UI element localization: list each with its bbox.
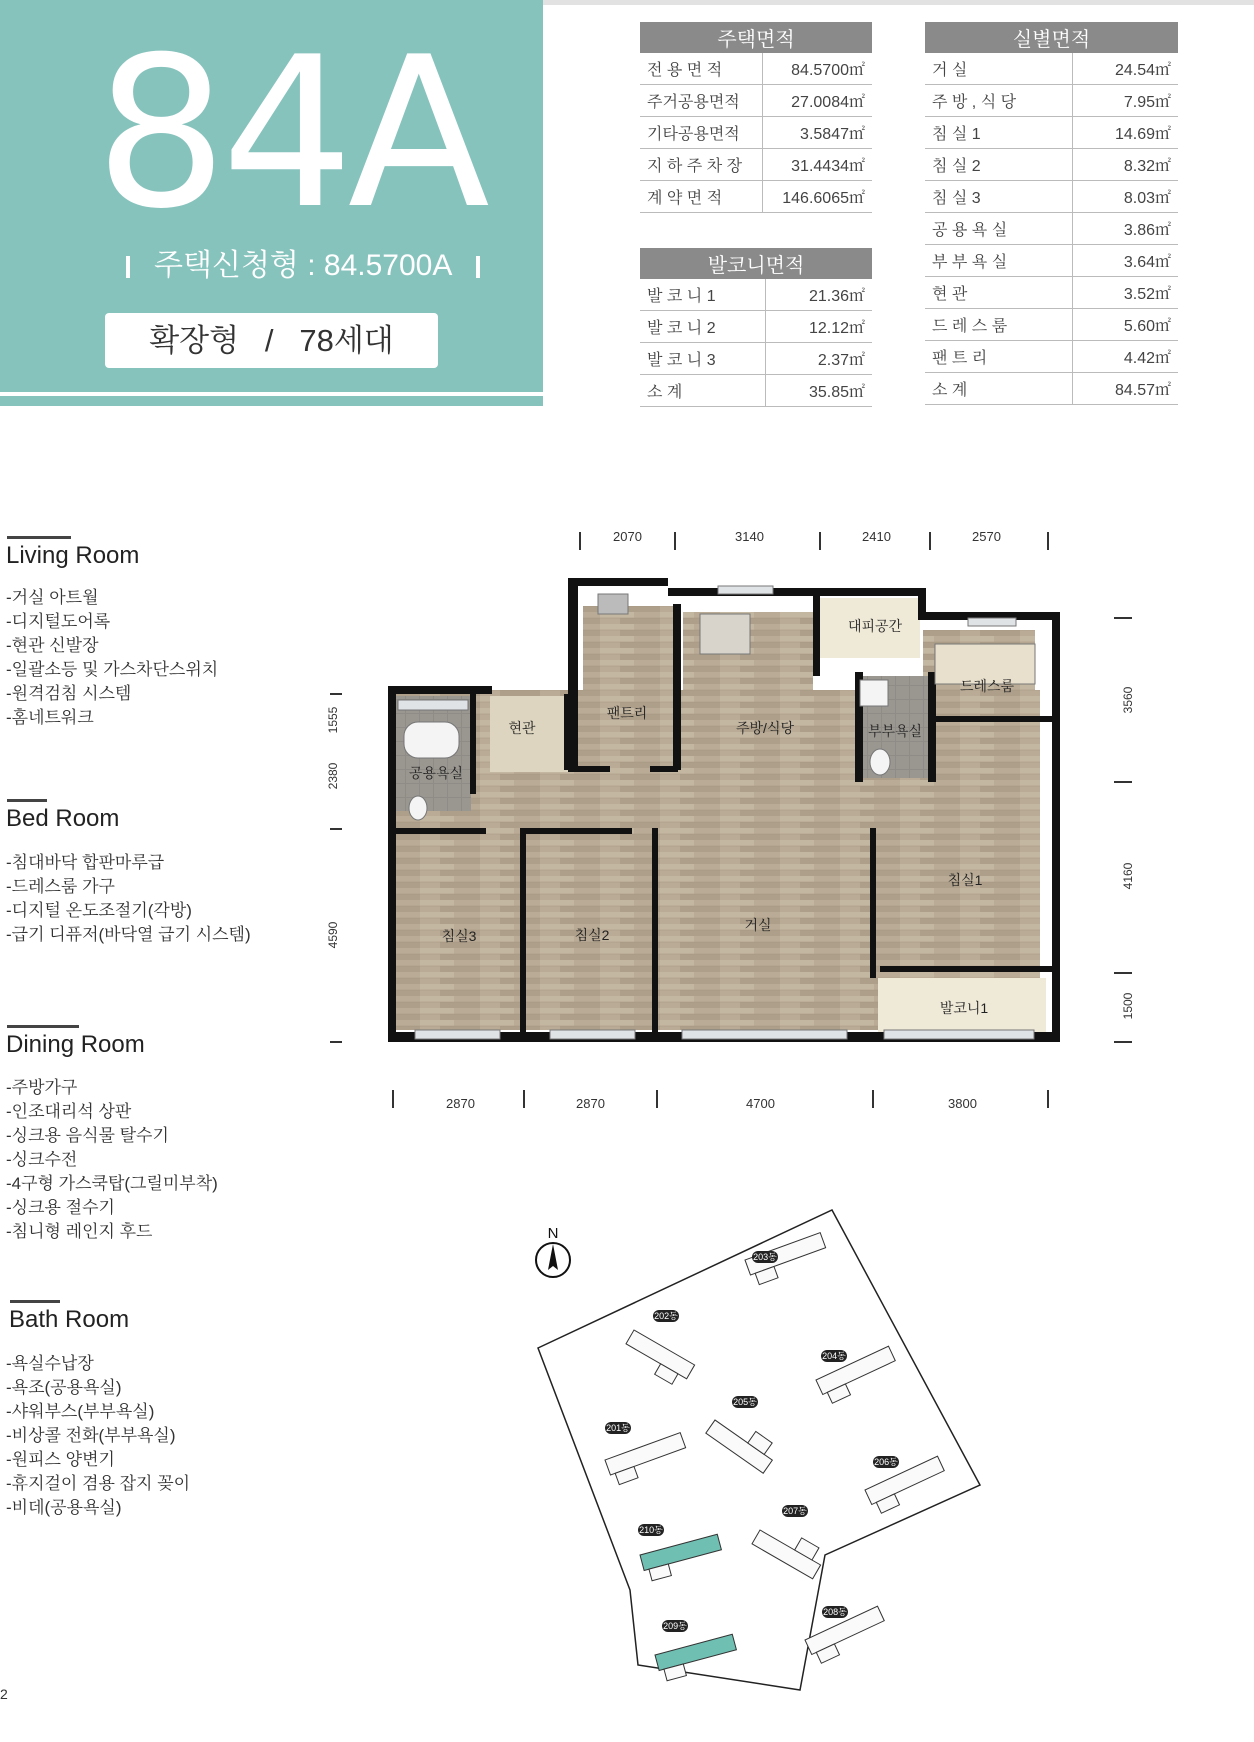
toilet-icon — [409, 796, 427, 820]
area-label: 소 계 — [640, 375, 765, 407]
area-value: 35.85㎡ — [765, 375, 872, 407]
dim-left-1: 1555 — [326, 706, 340, 734]
area-value: 3.52㎡ — [1072, 277, 1178, 309]
building-tag: 209동 — [663, 1621, 687, 1631]
list-item: -침니형 레인지 후드 — [6, 1222, 153, 1241]
room-label-bed3: 침실3 — [441, 928, 477, 944]
area-value: 5.60㎡ — [1072, 309, 1178, 341]
list-item: -급기 디퓨저(바닥열 급기 시스템) — [6, 925, 251, 944]
list-item: -비상콜 전화(부부욕실) — [6, 1426, 176, 1445]
dimensions-right — [1114, 618, 1135, 1042]
area-value: 4.42㎡ — [1072, 341, 1178, 373]
housing-area-title: 주택면적 — [640, 22, 872, 53]
dim-bottom-2: 2870 — [576, 1096, 605, 1111]
room-label-balcony: 발코니1 — [939, 1000, 989, 1016]
dimensions-left — [326, 694, 342, 1042]
area-label: 전 용 면 적 — [640, 53, 763, 85]
area-label: 지 하 주 차 장 — [640, 149, 763, 181]
list-item: -인조대리석 상판 — [6, 1102, 132, 1121]
area-label: 침 실 3 — [925, 181, 1072, 213]
dim-top-1: 2070 — [613, 529, 642, 544]
balcony-area-title: 발코니면적 — [640, 248, 872, 279]
area-label: 현 관 — [925, 277, 1072, 309]
kitchen-counter-icon — [700, 614, 750, 654]
compass — [536, 1225, 570, 1277]
room-label-dressroom: 드레스룸 — [959, 678, 1015, 694]
site-map — [536, 1210, 980, 1690]
list-item: -거실 아트월 — [6, 588, 99, 607]
area-label: 주 방 , 식 당 — [925, 85, 1072, 117]
building-tag: 205동 — [733, 1397, 757, 1407]
list-item: -원피스 양변기 — [6, 1450, 115, 1469]
dim-bottom-1: 2870 — [446, 1096, 475, 1111]
list-item: -현관 신발장 — [6, 636, 99, 655]
area-label: 침 실 2 — [925, 149, 1072, 181]
list-item: -원격검침 시스템 — [6, 684, 132, 703]
area-value: 8.03㎡ — [1072, 181, 1178, 213]
dim-left-3: 4590 — [326, 921, 340, 949]
room-label-living: 거실 — [744, 917, 772, 933]
room-label-bed2: 침실2 — [574, 927, 610, 943]
list-item: -비데(공용욕실) — [6, 1498, 122, 1517]
area-value: 146.6065㎡ — [763, 181, 872, 213]
list-item: -샤워부스(부부욕실) — [6, 1402, 155, 1421]
dim-top-3: 2410 — [862, 529, 891, 544]
area-value: 2.37㎡ — [765, 343, 872, 375]
list-item: -욕조(공용욕실) — [6, 1378, 122, 1397]
list-item: -디지털도어록 — [6, 612, 111, 631]
area-label: 부 부 욕 실 — [925, 245, 1072, 277]
section-title-bath: Bath Room — [9, 1306, 130, 1333]
section-title-dining: Dining Room — [6, 1031, 145, 1058]
building-tag: 207동 — [783, 1506, 807, 1516]
list-item: -홈네트워크 — [6, 708, 94, 727]
area-value: 27.0084㎡ — [763, 85, 872, 117]
building-tag: 208동 — [823, 1607, 847, 1617]
list-item: -디지털 온도조절기(각방) — [6, 901, 192, 920]
room-label-master-bath: 부부욕실 — [867, 723, 923, 739]
list-item: -4구형 가스쿡탑(그릴미부착) — [6, 1174, 218, 1193]
section-title-bed: Bed Room — [6, 805, 120, 832]
building-tag: 203동 — [753, 1252, 777, 1262]
dim-top-4: 2570 — [972, 529, 1001, 544]
area-label: 침 실 1 — [925, 117, 1072, 149]
application-type: 주택신청형 : 84.5700A — [154, 249, 453, 282]
area-value: 12.12㎡ — [765, 311, 872, 343]
building-tag: 202동 — [654, 1311, 678, 1321]
bathtub-icon — [404, 722, 459, 758]
area-label: 주거공용면적 — [640, 85, 763, 117]
area-value: 21.36㎡ — [765, 279, 872, 311]
area-label: 공 용 욕 실 — [925, 213, 1072, 245]
area-value: 24.54㎡ — [1072, 53, 1178, 85]
dim-right-3: 1500 — [1121, 992, 1135, 1020]
area-label: 소 계 — [925, 373, 1072, 405]
list-item: -욕실수납장 — [6, 1354, 94, 1373]
model-code: 84A — [95, 13, 484, 255]
building-tag: 206동 — [874, 1457, 898, 1467]
room-label-kitchen: 주방/식당 — [736, 720, 794, 736]
area-label: 계 약 면 적 — [640, 181, 763, 213]
area-label: 발 코 니 3 — [640, 343, 765, 375]
area-value: 3.64㎡ — [1072, 245, 1178, 277]
dim-bottom-4: 3800 — [948, 1096, 977, 1111]
area-value: 3.5847㎡ — [763, 117, 872, 149]
area-label: 팬 트 리 — [925, 341, 1072, 373]
building-tag: 210동 — [639, 1525, 663, 1535]
room-label-common-bath: 공용욕실 — [408, 765, 464, 781]
area-value: 3.86㎡ — [1072, 213, 1178, 245]
dim-right-2: 4160 — [1121, 862, 1135, 890]
building-tag: 201동 — [606, 1423, 630, 1433]
section-title-living: Living Room — [6, 542, 140, 569]
north-label: N — [547, 1225, 559, 1242]
area-value: 84.5700㎡ — [763, 53, 872, 85]
page-number: 2 — [0, 1686, 8, 1702]
list-item: -싱크용 음식물 탈수기 — [6, 1126, 169, 1145]
storage-icon — [598, 594, 628, 614]
area-label: 기타공용면적 — [640, 117, 763, 149]
area-value: 84.57㎡ — [1072, 373, 1178, 405]
list-item: -싱크수전 — [6, 1150, 78, 1169]
shower-booth-icon — [860, 680, 888, 706]
area-value: 7.95㎡ — [1072, 85, 1178, 117]
list-item: -싱크용 절수기 — [6, 1198, 115, 1217]
room-label-evac: 대피공간 — [847, 618, 903, 634]
dim-left-2: 2380 — [326, 762, 340, 790]
area-value: 31.4434㎡ — [763, 149, 872, 181]
list-item: -드레스룸 가구 — [6, 877, 115, 896]
dimensions-bottom — [393, 1090, 1048, 1111]
room-label-bed1: 침실1 — [947, 872, 983, 888]
area-label: 거 실 — [925, 53, 1072, 85]
dim-bottom-3: 4700 — [746, 1096, 775, 1111]
room-label-entrance: 현관 — [508, 720, 536, 736]
building-208 — [805, 1606, 889, 1665]
building-tag: 204동 — [822, 1351, 846, 1361]
dim-right-1: 3560 — [1121, 686, 1135, 714]
list-item: -주방가구 — [6, 1078, 78, 1097]
unit-type-box: 확장형 / 78세대 — [105, 313, 438, 368]
area-value: 14.69㎡ — [1072, 117, 1178, 149]
dim-top-2: 3140 — [735, 529, 764, 544]
list-item: -침대바닥 합판마루급 — [6, 853, 165, 872]
list-item: -휴지걸이 겸용 잡지 꽂이 — [6, 1474, 191, 1493]
room-label-pantry: 팬트리 — [606, 705, 648, 721]
room-area-title: 실별면적 — [925, 22, 1178, 53]
toilet-icon — [870, 749, 890, 775]
dimensions-top — [580, 529, 1048, 550]
area-label: 발 코 니 1 — [640, 279, 765, 311]
area-value: 8.32㎡ — [1072, 149, 1178, 181]
area-label: 드 레 스 룸 — [925, 309, 1072, 341]
area-label: 발 코 니 2 — [640, 311, 765, 343]
list-item: -일괄소등 및 가스차단스위치 — [6, 660, 219, 679]
